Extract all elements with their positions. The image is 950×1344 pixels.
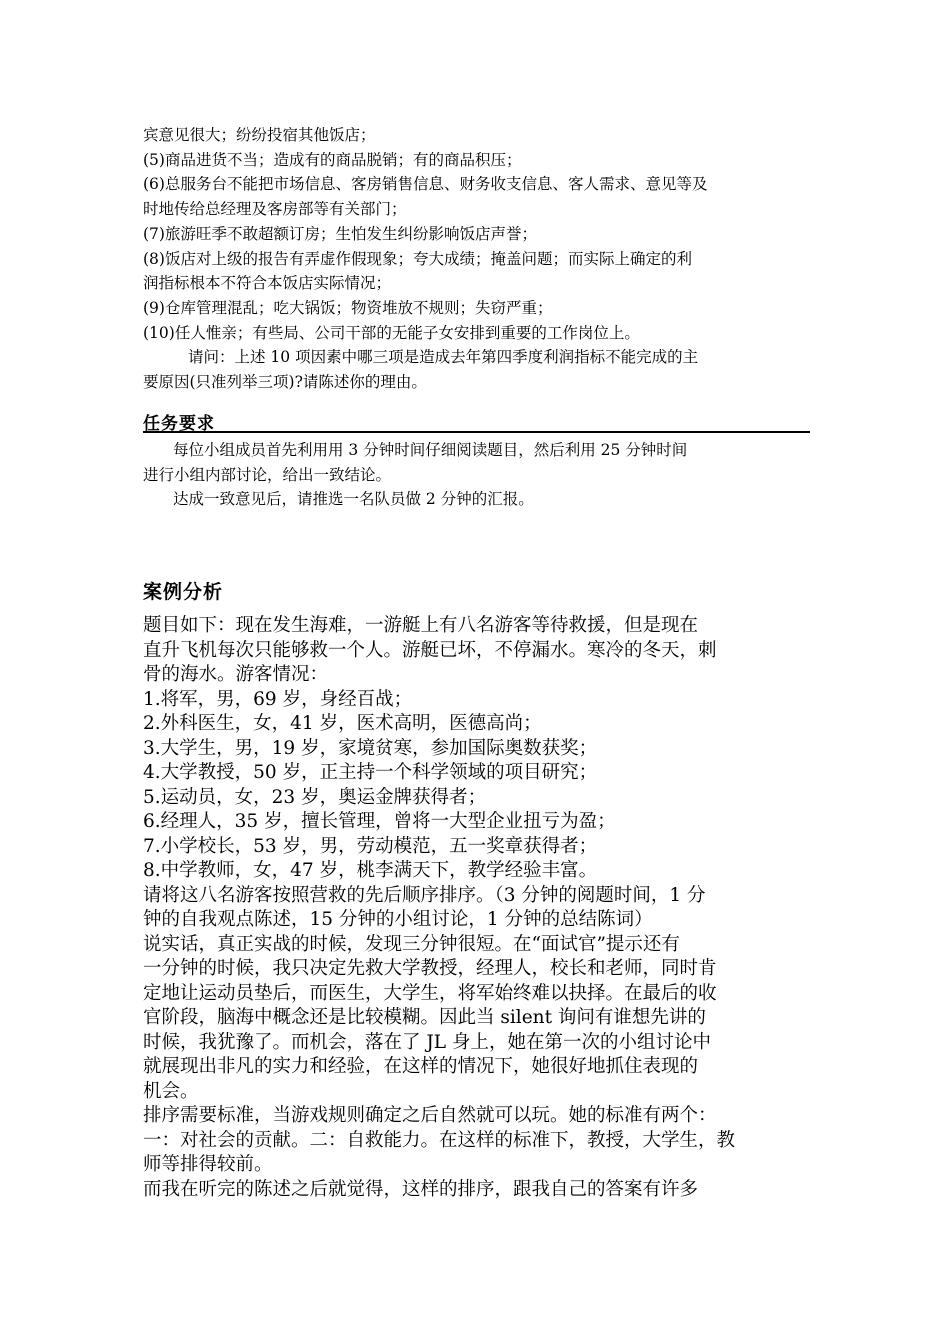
text-line: (10)任人惟亲；有些局、公司干部的无能子女安排到重要的工作岗位上。 (143, 323, 640, 342)
text-line: 达成一致意见后，请推选一名队员做 2 分钟的汇报。 (173, 490, 534, 509)
list-item: 2.外科医生，女，41 岁，医术高明，医德高尚； (143, 713, 542, 734)
list-item: 8.中学教师，女，47 岁，桃李满天下，教学经验丰富。 (143, 860, 598, 881)
question-line: 要原因(只准列举三项)?请陈述你的理由。 (143, 373, 427, 392)
list-item: 1.将军，男，69 岁，身经百战； (143, 688, 413, 710)
text-line: 直升飞机每次只能够救一个人。游艇已坏，不停漏水。寒冷的冬天，刺 (143, 639, 717, 661)
text-line: 请将这八名游客按照营救的先后顺序排序。（3 分钟的阅题时间，1 分 (143, 884, 706, 906)
question-line: 请问：上述 10 项因素中哪三项是造成去年第四季度利润指标不能完成的主 (188, 348, 699, 367)
text-line: (6)总服务台不能把市场信息、客房销售信息、财务收支信息、客人需求、意见等及 (143, 175, 708, 194)
task-requirements-heading: 任务要求 (143, 414, 215, 434)
text-line: 官阶段，脑海中概念还是比较模糊。因此当 silent 询问有谁想先讲的 (143, 1007, 706, 1028)
list-item: 6.经理人，35 岁，擅长管理，曾将一大型企业扭亏为盈； (143, 811, 616, 832)
text-line: 钟的自我观点陈述，15 分钟的小组讨论，1 分钟的总结陈词） (143, 909, 653, 930)
text-line: 一：对社会的贡献。二：自救能力。在这样的标准下，教授，大学生，教 (143, 1129, 736, 1151)
text-line: 就展现出非凡的实力和经验，在这样的情况下，她很好地抓住表现的 (143, 1056, 699, 1077)
text-line: 每位小组成员首先利用用 3 分钟时间仔细阅读题目，然后利用 25 分钟时间 (173, 441, 688, 459)
text-line: 说实话，真正实战的时候，发现三分钟很短。在“面试官”提示还有 (143, 933, 680, 955)
case-analysis-heading: 案例分析 (143, 581, 224, 603)
factor-list (143, 123, 813, 395)
text-line: 润指标根本不符合本饭店实际情况； (143, 274, 392, 293)
text-line: 排序需要标准，当游戏规则确定之后自然就可以玩。她的标准有两个： (143, 1105, 717, 1126)
text-line: 时候，我犹豫了。而机会，落在了 JL 身上，她在第一次的小组讨论中 (143, 1031, 711, 1053)
text-line: 一分钟的时候，我只决定先救大学教授，经理人，校长和老师，同时肯 (143, 958, 717, 979)
task-requirements-body (143, 438, 813, 512)
text-line: 进行小组内部讨论，给出一致结论。 (143, 465, 392, 484)
text-line: 定地让运动员垫后，而医生，大学生，将军始终难以抉择。在最后的收 (143, 982, 717, 1004)
list-item: 7.小学校长，53 岁，男，劳动模范，五一奖章获得者； (143, 835, 598, 857)
text-line: (9)仓库管理混乱；吃大锅饭；物资堆放不规则；失窃严重； (143, 298, 553, 317)
list-item: 5.运动员，女，23 岁，奥运金牌获得者； (143, 786, 487, 808)
text-line: 机会。 (143, 1080, 199, 1102)
text-line: 而我在听完的陈述之后就觉得，这样的排序，跟我自己的答案有许多 (143, 1178, 699, 1200)
heading-underline (143, 431, 810, 433)
list-item: 3.大学生，男，19 岁，家境贫寒，参加国际奥数获奖； (143, 737, 598, 759)
text-line: 题目如下：现在发生海难，一游艇上有八名游客等待救援，但是现在 (143, 615, 699, 636)
text-line: 宾意见很大；纷纷投宿其他饭店； (143, 126, 376, 144)
case-analysis-body (143, 614, 813, 1202)
text-line: (8)饭店对上级的报告有弄虚作假现象；夸大成绩；掩盖问题；而实际上确定的利 (143, 249, 692, 268)
text-line: 师等排得较前。 (143, 1154, 273, 1175)
text-line: 骨的海水。游客情况： (143, 664, 329, 685)
text-line: (5)商品进货不当；造成有的商品脱销；有的商品积压； (143, 150, 522, 169)
text-line: 时地传给总经理及客房部等有关部门； (143, 200, 407, 219)
text-line: (7)旅游旺季不敢超额订房；生怕发生纠纷影响饭店声誉； (143, 224, 537, 243)
list-item: 4.大学教授，50 岁，正主持一个科学领域的项目研究； (143, 762, 598, 783)
